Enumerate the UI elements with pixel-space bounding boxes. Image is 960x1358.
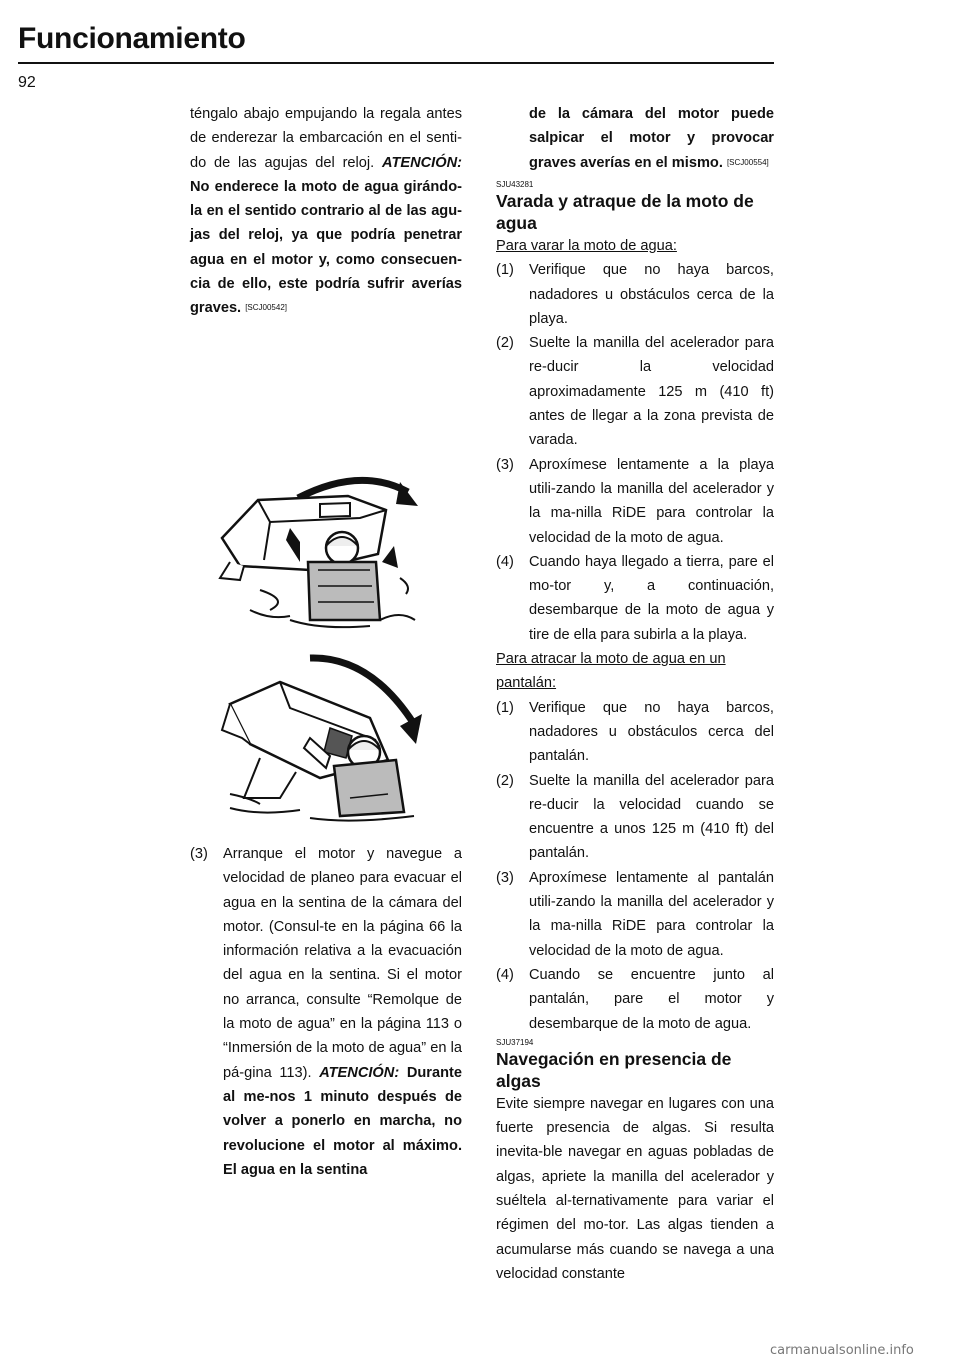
warning-paragraph (190, 102, 462, 321)
warning-text: de la cámara del motor puede salpicar el motor y provocar graves averías en el mismo. (529, 106, 774, 171)
attention-label: ATENCIÓN: (382, 154, 462, 171)
attention-label: ATENCIÓN: (319, 1064, 400, 1081)
left-column-step-3 (190, 842, 462, 1182)
list-item (496, 453, 774, 550)
left-column (190, 102, 462, 321)
list-item (496, 769, 774, 866)
section-title-varada: Varada y atraque de la moto de agua (496, 191, 754, 233)
reference-code: [SCJ00554] (726, 157, 769, 167)
list-item-text: Suelte la manilla del acelerador para re-ducir la velocidad cuando se encuentre a unos 125 m (410 ft) del pantalán. (529, 772, 774, 862)
list-item-number: (1) (496, 262, 514, 279)
page-header-title: Funcionamiento (18, 22, 246, 55)
algas-paragraph: Evite siempre navegar en lugares con una fuerte presencia de algas. Si resulta inevita-ble navegar en aguas pobladas de algas, apriete la manilla del acelerador y suéltela al-ternativamente para variar el régimen del mo-tor. Las algas tienden a acumularse más cuando se navega a una velocidad constante (496, 1095, 774, 1282)
text: téngalo abajo empujando la regala antes de enderezar la embarcación en el senti-do de las agujas del reloj. (190, 106, 462, 171)
header-rule (18, 62, 774, 64)
section-code: SJU37194 (496, 1037, 534, 1047)
list-item-number: (1) (496, 699, 514, 716)
section-title-algas: Navegación en presencia de algas (496, 1048, 732, 1091)
list-item-text: Suelte la manilla del acelerador para re-ducir la velocidad aproximadamente 125 m (410 ft) antes de llegar a la zona prevista de varada. (529, 335, 774, 449)
section-code: SJU43281 (496, 180, 534, 189)
footer-watermark: carmanualsonline.info (770, 1343, 914, 1358)
list-item-text: Cuando se encuentre junto al pantalán, pare el motor y desembarque de la moto de agua. (529, 966, 774, 1032)
list-item-text: Cuando haya llegado a tierra, pare el mo-tor y, a continuación, desembarque de la moto de agua y tire de ella para subirla a la playa. (529, 553, 774, 643)
warning-text: No enderece la moto de agua girándo-la en el sentido contrario al de las agu-jas del reloj, ya que podría penetrar agua en el motor y, como consecuen-cia de ello, este podría sufrir averías graves. (190, 178, 462, 317)
list-item (496, 258, 774, 331)
right-column (529, 102, 774, 175)
right-column-sections (496, 178, 774, 1286)
list-item (496, 696, 774, 769)
list-item-text: Verifique que no haya barcos, nadadores u obstáculos cerca del pantalán. (529, 699, 774, 765)
list-item-number: (4) (496, 553, 514, 570)
illustration-righting-watercraft-2 (200, 648, 450, 826)
list-item-text: Aproxímese lentamente al pantalán utili-zando la manilla del acelerador y la ma-nilla RiDE para controlar la velocidad de la moto de agua. (529, 869, 774, 959)
list-item (496, 331, 774, 452)
list-item-text: Verifique que no haya barcos, nadadores u obstáculos cerca de la playa. (529, 262, 774, 327)
list-item (496, 963, 774, 1036)
text: Arranque el motor y navegue a velocidad de planeo para evacuar el agua en la sentina de la cámara del motor. (Consul-te en la página 66 la información relativa a la evacuación del agua en la sentina. Si el motor no arranca, consulte “Remolque de la moto de agua” en la página 113 o “Inmersión de la moto de agua” en la pá-gina 113). (223, 846, 462, 1081)
list-item-number: (3) (190, 846, 208, 862)
list-item-number: (4) (496, 966, 514, 983)
subsection-title-varar: Para varar la moto de agua: (496, 238, 677, 254)
list-item (496, 550, 774, 647)
warning-text: Durante al me-nos 1 minuto después de volver a ponerlo en marcha, no revolucione el motor al máximo. El agua en la sentina (223, 1064, 462, 1178)
illustration-righting-watercraft-1 (200, 470, 450, 640)
reference-code: [SCJ00542] (245, 303, 287, 313)
page-number: 92 (18, 74, 36, 91)
warning-continuation (529, 102, 774, 175)
list-item-number: (2) (496, 335, 514, 352)
list-item-number: (3) (496, 869, 514, 886)
list-item-number: (2) (496, 772, 514, 789)
list-item (190, 842, 462, 1182)
list-item-number: (3) (496, 456, 514, 473)
list-item (496, 866, 774, 963)
list-item-text: Aproxímese lentamente a la playa utili-zando la manilla del acelerador y la ma-nilla RiDE para controlar la velocidad de la moto de agua. (529, 456, 774, 546)
subsection-title-atracar: Para atracar la moto de agua en un pantalán: (496, 651, 726, 692)
